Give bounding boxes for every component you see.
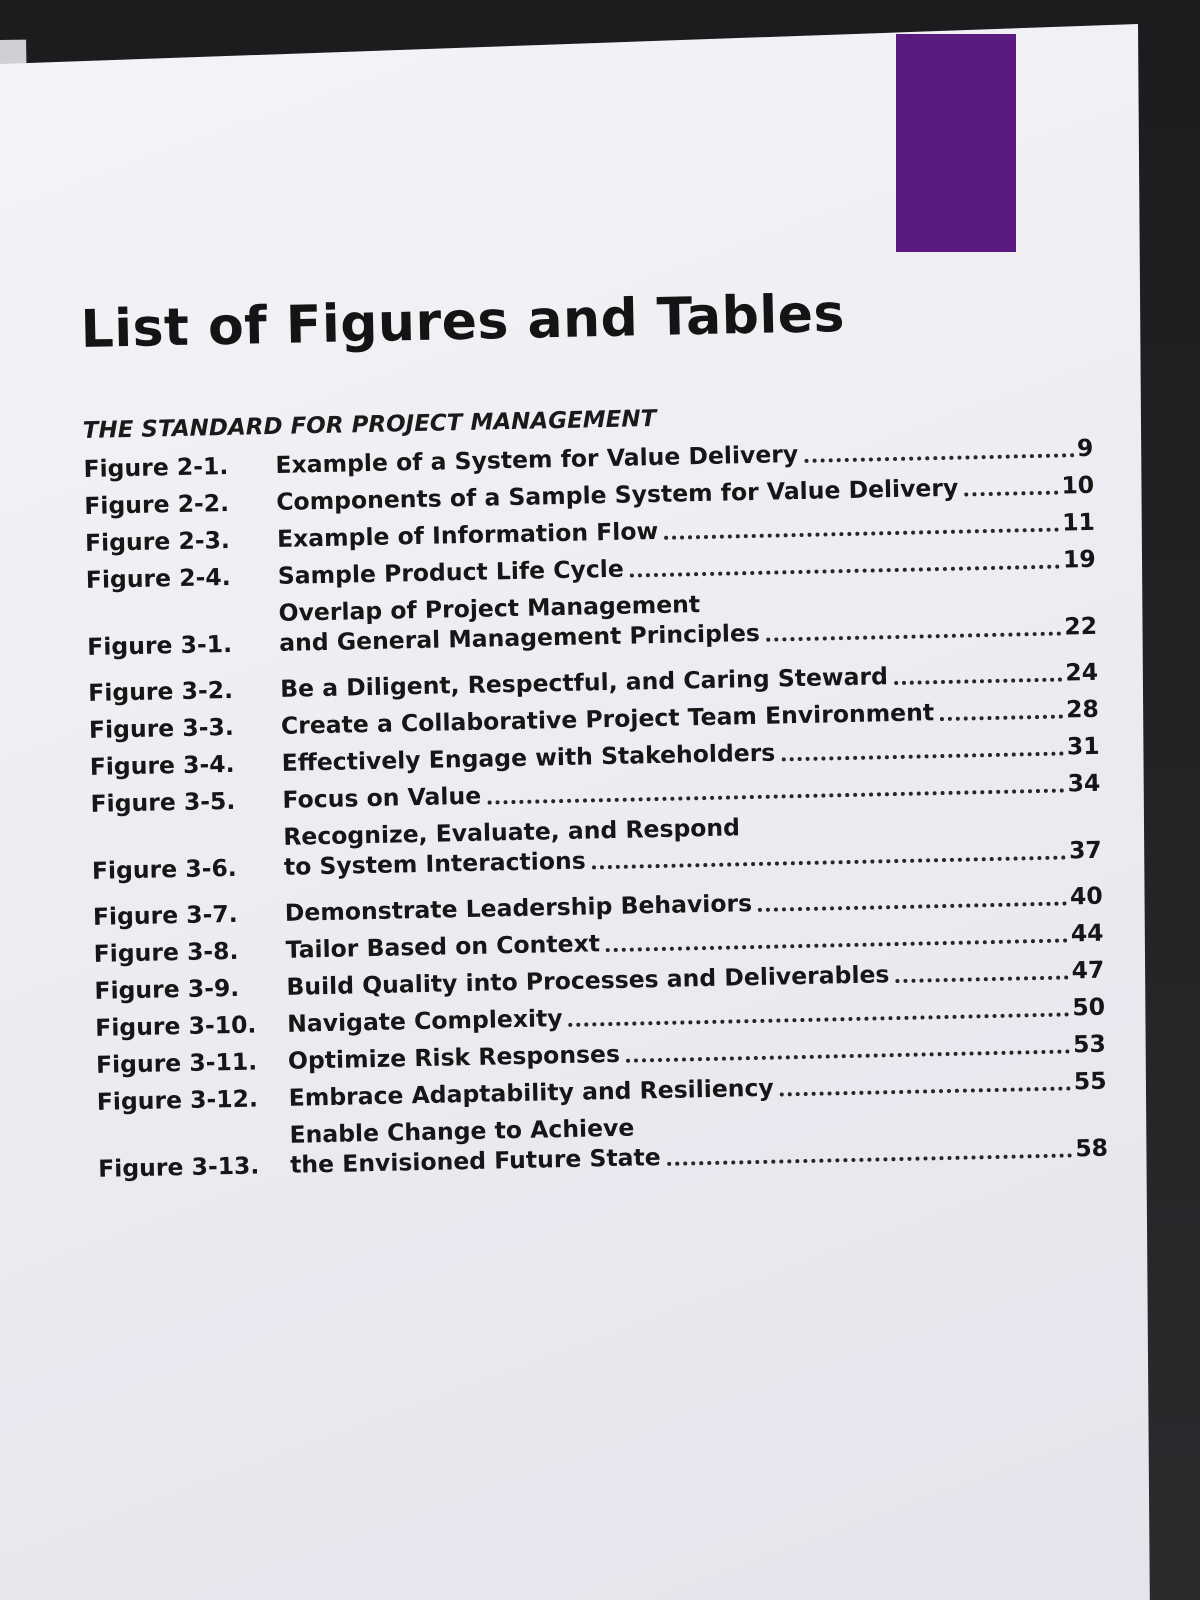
- dot-leader: [758, 901, 1067, 911]
- caption-line: Demonstrate Leadership Behaviors: [284, 889, 753, 927]
- figure-number: Figure 3-3.: [88, 712, 235, 744]
- page-number: 44: [1070, 918, 1104, 948]
- caption-line: Optimize Risk Responses: [287, 1039, 621, 1075]
- dot-leader: [964, 491, 1058, 497]
- dot-leader: [606, 938, 1068, 952]
- figure-number: Figure 3-12.: [96, 1084, 259, 1116]
- figure-number: Figure 3-9.: [94, 973, 240, 1005]
- page-number: 31: [1066, 731, 1100, 761]
- caption-line: Components of a Sample System for Value Delivery: [275, 473, 959, 516]
- figure-caption: [278, 581, 1097, 658]
- section-tab-marker: [896, 34, 1016, 252]
- caption-line: Focus on Value: [282, 781, 482, 814]
- caption-line: Example of Information Flow: [276, 516, 659, 553]
- figure-number: Figure 3-8.: [93, 936, 239, 968]
- figure-number: Figure 3-13.: [97, 1151, 260, 1183]
- page-number: 10: [1061, 470, 1095, 500]
- figure-entry: [86, 581, 1097, 662]
- figure-entry: [91, 805, 1102, 886]
- figure-entry: [97, 1103, 1108, 1184]
- caption-line: Overlap of Project Management: [278, 590, 701, 627]
- caption-line: Example of a System for Value Delivery: [275, 439, 799, 479]
- figure-number: Figure 2-4.: [85, 562, 231, 594]
- page-number: 24: [1065, 657, 1099, 687]
- page-number: 22: [1064, 611, 1098, 641]
- section-heading: THE STANDARD FOR PROJECT MANAGEMENT: [82, 405, 657, 444]
- page-number: 37: [1068, 835, 1103, 865]
- dot-leader: [940, 715, 1063, 722]
- dot-leader: [626, 1049, 1070, 1062]
- figure-number: Figure 3-1.: [86, 629, 233, 661]
- figure-list: [83, 433, 1108, 1184]
- caption-line: Build Quality into Processes and Deliverables: [286, 960, 890, 1001]
- caption-line: to System Interactions: [283, 846, 586, 881]
- caption-line: Enable Change to Achieve: [289, 1113, 635, 1149]
- caption-line: Tailor Based on Context: [285, 929, 601, 964]
- dot-leader: [804, 453, 1074, 463]
- caption-line: Create a Collaborative Project Team Environment: [280, 698, 935, 740]
- dot-leader: [487, 788, 1065, 804]
- caption-line: the Envisioned Future State: [289, 1143, 661, 1179]
- figure-number: Figure 3-4.: [89, 749, 235, 781]
- page-number: 11: [1061, 507, 1096, 537]
- page-number: 19: [1062, 544, 1096, 574]
- dot-leader: [766, 632, 1062, 642]
- figure-number: Figure 2-1.: [83, 451, 229, 483]
- caption-line: and General Management Principles: [278, 618, 761, 657]
- dot-leader: [664, 528, 1059, 540]
- figure-number: Figure 3-6.: [91, 853, 237, 885]
- dot-leader: [781, 751, 1064, 761]
- dot-leader: [895, 975, 1068, 983]
- figure-number: Figure 3-2.: [87, 675, 234, 707]
- figure-caption: [283, 805, 1102, 882]
- figure-number: Figure 2-2.: [84, 488, 230, 520]
- dot-leader: [569, 1012, 1070, 1026]
- figure-number: Figure 3-5.: [90, 786, 236, 818]
- figure-number: Figure 3-11.: [95, 1047, 258, 1079]
- page-number: 34: [1067, 768, 1101, 798]
- dot-leader: [630, 565, 1060, 578]
- caption-line: Recognize, Evaluate, and Respond: [282, 813, 741, 851]
- caption-line: Navigate Complexity: [286, 1004, 563, 1038]
- page-number: 28: [1065, 694, 1100, 724]
- page-number: 47: [1071, 955, 1105, 985]
- dot-leader: [592, 855, 1066, 869]
- page-number: 40: [1069, 881, 1103, 911]
- toc-content: [80, 279, 1109, 1200]
- dot-leader: [894, 678, 1063, 686]
- page-number: 58: [1074, 1133, 1109, 1163]
- caption-line: Sample Product Life Cycle: [277, 554, 625, 590]
- dot-leader: [667, 1153, 1073, 1165]
- page-number: 50: [1072, 992, 1106, 1022]
- page-number: 53: [1072, 1029, 1107, 1059]
- figure-number: Figure 2-3.: [84, 525, 231, 557]
- page-number: 55: [1073, 1066, 1107, 1096]
- caption-line: Be a Diligent, Respectful, and Caring Steward: [279, 662, 889, 703]
- caption-line: Embrace Adaptability and Resiliency: [288, 1073, 775, 1112]
- dot-leader: [780, 1086, 1071, 1096]
- page-title: List of Figures and Tables: [80, 283, 846, 360]
- page-number: 9: [1076, 433, 1094, 463]
- figure-caption: [289, 1103, 1108, 1180]
- figure-number: Figure 3-10.: [94, 1010, 257, 1042]
- figure-number: Figure 3-7.: [92, 899, 238, 931]
- caption-line: Effectively Engage with Stakeholders: [281, 738, 776, 777]
